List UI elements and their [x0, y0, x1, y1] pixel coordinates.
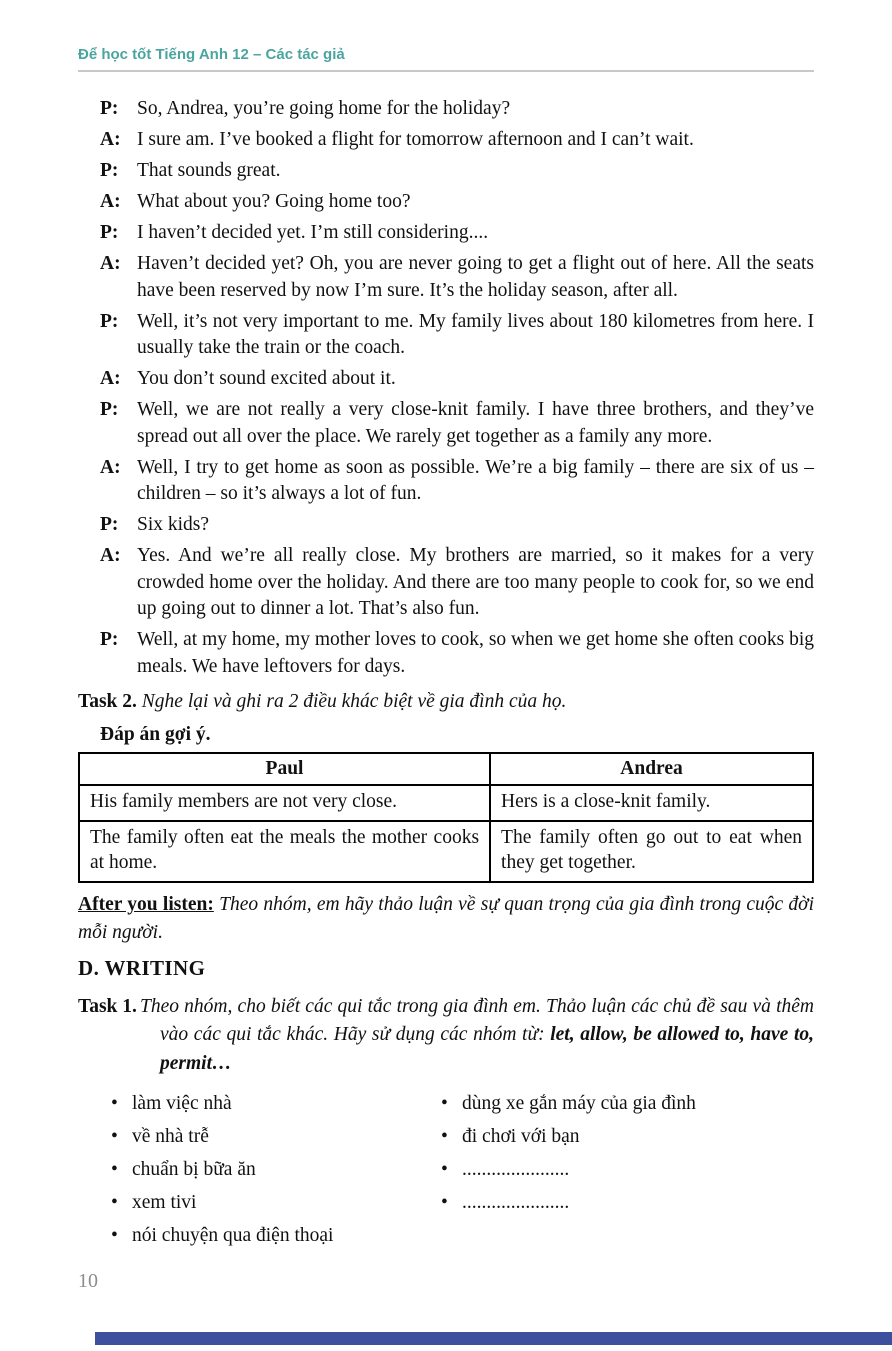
- dialogue-text: Haven’t decided yet? Oh, you are never going to get a flight out of here. All the seats have been reserved by now I’m sure. It’s the holiday season, after all.: [137, 253, 814, 301]
- list-item: • ......................: [440, 1191, 696, 1214]
- task1-label: Task 1.: [78, 995, 137, 1017]
- answer-table: [78, 752, 814, 884]
- speaker-label: P:: [100, 399, 119, 421]
- speaker-label: A:: [100, 456, 121, 478]
- dialogue-line: [100, 220, 814, 247]
- dialogue-text: You don’t sound excited about it.: [137, 368, 396, 390]
- dialogue-line: [100, 512, 814, 539]
- dialogue-section: [78, 96, 814, 680]
- table-cell: The family often go out to eat when they get together.: [490, 821, 813, 883]
- task1-keywords: let, allow, be allowed to, have to, permit…: [160, 1024, 814, 1074]
- dialogue-text: Well, at my home, my mother loves to cook, so when we get home she often cooks big meals. We have leftovers for days.: [137, 629, 814, 677]
- topics-column-right: [440, 1092, 696, 1257]
- list-item: • xem tivi: [110, 1191, 440, 1214]
- dialogue-line: [100, 158, 814, 185]
- list-item: • làm việc nhà: [110, 1092, 440, 1115]
- task2-instruction: [78, 688, 814, 715]
- dialogue-text: I haven’t decided yet. I’m still considering....: [137, 222, 489, 244]
- task2-label: Task 2.: [78, 691, 137, 713]
- table-cell: The family often eat the meals the mother cooks at home.: [79, 821, 490, 883]
- speaker-label: P:: [100, 310, 119, 332]
- dialogue-line: [100, 455, 814, 508]
- speaker-label: P:: [100, 160, 119, 182]
- speaker-label: P:: [100, 514, 119, 536]
- task1-instruction: [78, 993, 814, 1078]
- list-item: • ......................: [440, 1158, 696, 1181]
- column-header-paul: Paul: [79, 753, 490, 785]
- speaker-label: A:: [100, 253, 121, 275]
- dialogue-line: [100, 189, 814, 216]
- section-heading-writing: D. WRITING: [78, 955, 206, 980]
- after-you-listen: [78, 891, 814, 946]
- speaker-label: A:: [100, 545, 121, 567]
- speaker-label: A:: [100, 129, 121, 151]
- dialogue-line: [100, 366, 814, 393]
- dialogue-text: Well, I try to get home as soon as possible. We’re a big family – there are six of us – children – so it’s always a lot of fun.: [137, 456, 814, 505]
- dialogue-text: Well, it’s not very important to me. My family lives about 180 kilometres from here. I usually take the train or the coach.: [137, 310, 814, 359]
- dialogue-text: Six kids?: [137, 514, 210, 536]
- after-you-listen-label: After you listen:: [78, 894, 214, 916]
- table-row: [79, 821, 813, 883]
- topics-column-left: [110, 1092, 440, 1257]
- task2-text: Nghe lại và ghi ra 2 điều khác biệt về gia đình của họ.: [141, 691, 567, 713]
- table-cell: Hers is a close-knit family.: [490, 785, 813, 821]
- list-item: • đi chơi với bạn: [440, 1125, 696, 1148]
- speaker-label: A:: [100, 191, 121, 213]
- speaker-label: P:: [100, 222, 119, 244]
- dialogue-line: [100, 251, 814, 304]
- list-item: • dùng xe gắn máy của gia đình: [440, 1092, 696, 1115]
- list-item: • nói chuyện qua điện thoại: [110, 1224, 440, 1247]
- table-row: [79, 785, 813, 821]
- dialogue-text: Well, we are not really a very close-knit family. I have three brothers, and they’ve spread out all over the place. We rarely get together as a family any more.: [137, 399, 814, 447]
- dialogue-text: That sounds great.: [137, 160, 281, 182]
- answer-heading: Đáp án gợi ý.: [100, 723, 211, 745]
- table-header-row: [79, 753, 813, 785]
- dialogue-text: So, Andrea, you’re going home for the holiday?: [137, 98, 511, 119]
- bottom-decorative-bar: [95, 1332, 892, 1345]
- speaker-label: P:: [100, 98, 119, 119]
- column-header-andrea: Andrea: [490, 753, 813, 785]
- dialogue-line: [100, 127, 814, 154]
- dialogue-line: [100, 309, 814, 362]
- after-you-listen-text: Theo nhóm, em hãy thảo luận về sự quan trọng của gia đình trong cuộc đời mỗi người.: [78, 894, 815, 943]
- page-number: 10: [78, 1270, 98, 1292]
- dialogue-line: [100, 397, 814, 450]
- table-cell: His family members are not very close.: [79, 785, 490, 821]
- list-item: • về nhà trễ: [110, 1125, 440, 1148]
- speaker-label: A:: [100, 368, 121, 390]
- dialogue-text: What about you? Going home too?: [137, 191, 411, 213]
- topics-list: [78, 1092, 814, 1257]
- dialogue-line: [100, 96, 814, 123]
- speaker-label: P:: [100, 629, 119, 651]
- dialogue-text: Yes. And we’re all really close. My brothers are married, so it makes for a very crowded home over the holiday. And there are too many people to cook for, so we end up going out to dinner a lot. That’s also fun.: [137, 545, 814, 620]
- task1-text: Theo nhóm, cho biết các qui tắc trong gia đình em. Thảo luận các chủ đề sau và thêm vào các qui tắc khác. Hãy sử dụng các nhóm từ:: [140, 995, 814, 1046]
- page-header: [78, 46, 814, 72]
- dialogue-text: I sure am. I’ve booked a flight for tomorrow afternoon and I can’t wait.: [137, 129, 694, 151]
- dialogue-line: [100, 543, 814, 623]
- list-item: • chuẩn bị bữa ăn: [110, 1158, 440, 1181]
- dialogue-line: [100, 627, 814, 680]
- page-header-title: Để học tốt Tiếng Anh 12 – Các tác giả: [78, 46, 345, 63]
